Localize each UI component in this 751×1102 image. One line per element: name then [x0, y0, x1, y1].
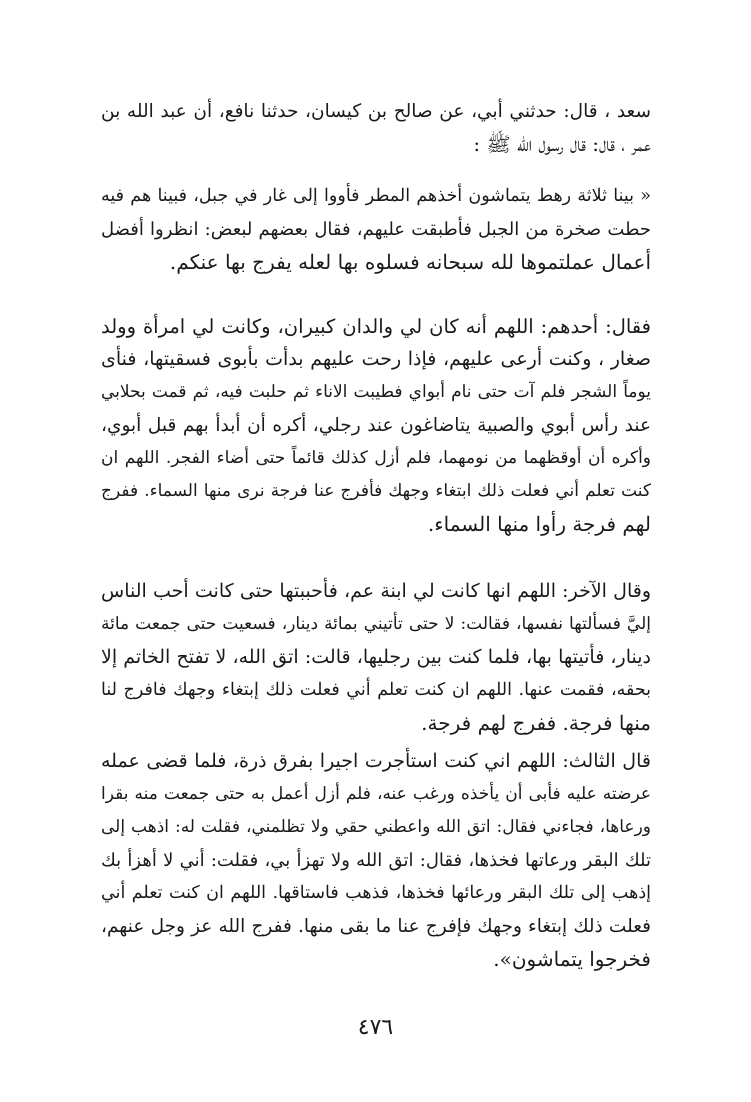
paragraph-second-man: [101, 575, 651, 740]
text-line: عند رأس أبوي والصبية يتاضاغون عند رجلي، أكره أن أبدأ بهم قبل أبوي،: [101, 415, 651, 436]
text-line: سعد ، قال: حدثني أبي، عن صالح بن كيسان، حدثنا نافع، أن عبد الله بن: [101, 101, 651, 122]
page-body: [0, 95, 751, 1075]
text-line: دينار، فأتيتها بها، فلما كنت بين رجليها، قالت: اتق الله، لا تفتح الخاتم إلا: [101, 646, 651, 668]
text-line: صغار ، وكنت أرعى عليهم، فإذا رحت عليهم بدأت بأبوى فسقيتها، فنأى: [101, 348, 651, 370]
text-line: تلك البقر ورعاتها فخذها، فقال: اتق الله ولا تهزأ بي، فقلت: أني لا أهزأ بك: [101, 850, 651, 871]
text-line: يوماً الشجر فلم آت حتى نام أبواي فطيبت الاناء ثم حلبت فيه، ثم قمت بحلابي: [101, 382, 651, 402]
text-line: بحقه، فقمت عنها. اللهم ان كنت تعلم أني فعلت ذلك إبتغاء وجهك فافرج لنا: [101, 680, 651, 700]
text-line: « بينا ثلاثة رهط يتماشون أخذهم المطر فأووا إلى غار في جبل، فبينا هم فيه: [101, 186, 651, 206]
text-line: إذهب إلى تلك البقر ورعائها فخذها، فذهب فاستاقها. اللهم ان كنت تعلم أني: [101, 883, 651, 903]
text-line: لهم فرجة رأوا منها السماء.: [427, 512, 651, 536]
text-line: وقال الآخر: اللهم انها كانت لي ابنة عم، فأحببتها حتى كانت أحب الناس: [101, 580, 651, 602]
text-line: منها فرجة. ففرج لهم فرجة.: [421, 711, 651, 735]
paragraph-story-intro: [101, 180, 651, 279]
text-line: وأكره أن أوقظهما من نومهما، فلم أزل كذلك قائماً حتى أضاء الفجر. اللهم ان: [101, 448, 651, 468]
text-line: كنت تعلم أني فعلت ذلك ابتغاء وجهك فأفرج عنا فرجة نرى منها السماء. ففرج: [101, 481, 651, 501]
paragraph-first-man: [101, 310, 651, 541]
text-line: عرضته عليه فأبى أن يأخذه ورغب عنه، فلم أزل أعمل به حتى جمعت منه بقرا: [101, 784, 651, 804]
text-line: فخرجوا يتماشون».: [493, 947, 651, 971]
paragraph-third-man: [101, 745, 651, 976]
text-line: عمر ، قال: قال رسول الله ﷺ :: [473, 132, 651, 156]
text-line: حطت صخرة من الجبل فأطبقت عليهم، فقال بعضهم لبعض: انظروا أفضل: [101, 219, 651, 240]
text-line: إليَّ فسألتها نفسها، فقالت: لا حتى تأتيني بمائة دينار، فسعيت حتى جمعت مائة: [101, 614, 651, 634]
paragraph-isnad: [101, 95, 651, 161]
text-line: قال الثالث: اللهم اني كنت استأجرت اجيرا بفرق ذرة، فلما قضى عمله: [101, 750, 651, 772]
text-line: ورعاها، فجاءني فقال: اتق الله واعطني حقي ولا تظلمني، فقلت له: اذهب إلى: [101, 817, 651, 837]
page-number: ٤٧٦: [357, 1015, 394, 1040]
text-line: فقال: أحدهم: اللهم أنه كان لي والدان كبيران، وكانت لي امرأة وولد: [101, 315, 651, 338]
text-line: أعمال عملتموها لله سبحانه فسلوه بها لعله يفرج بها عنكم.: [169, 250, 651, 274]
text-line: فعلت ذلك إبتغاء وجهك فإفرج عنا ما بقى منها. ففرج الله عز وجل عنهم،: [101, 916, 651, 937]
